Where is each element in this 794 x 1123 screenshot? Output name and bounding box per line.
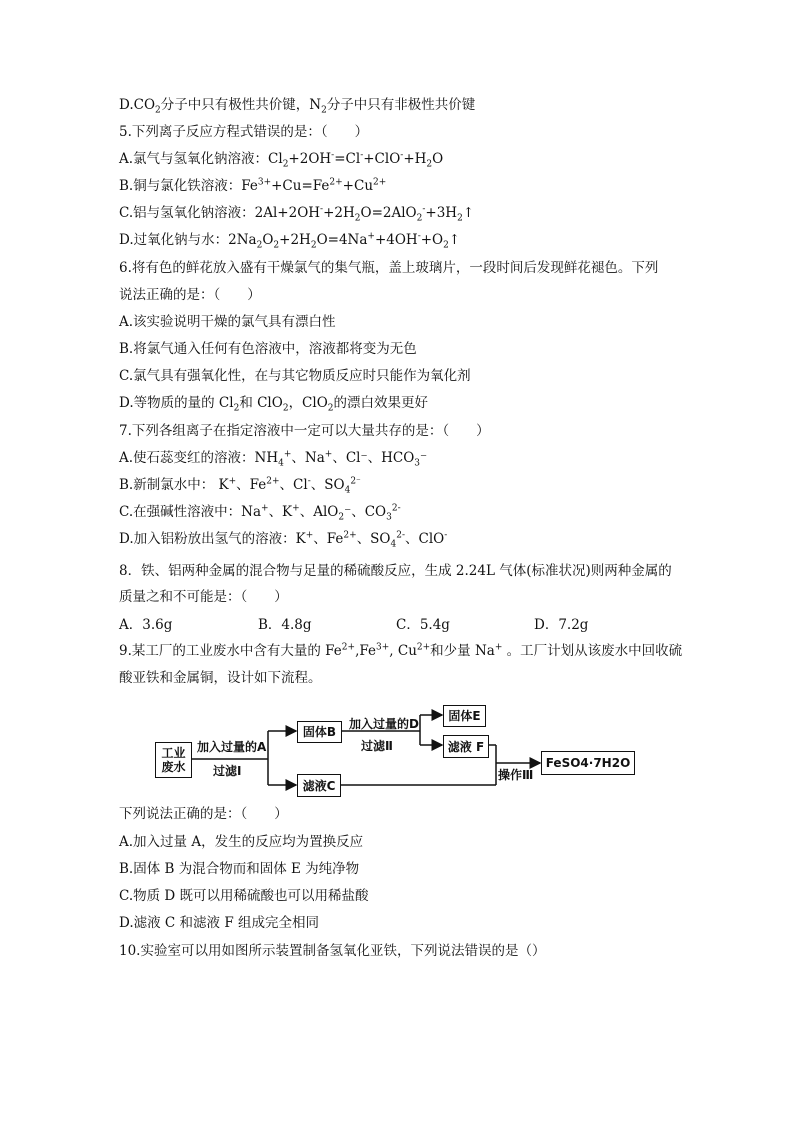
text-segment: 2⁻ — [350, 476, 361, 487]
text-segment: 、Fe — [313, 531, 344, 547]
text-line-q6oc — [119, 367, 471, 385]
text-segment: 2 — [354, 213, 361, 224]
text-segment: 2 — [426, 159, 433, 170]
text-line-q9oa — [119, 833, 363, 851]
text-segment: + — [367, 231, 375, 242]
text-segment: C.铝与氢氧化钠溶液：2Al+2OH — [119, 205, 321, 221]
q8-option-c[interactable]: C．5.4g — [396, 617, 450, 633]
text-segment: 3+ — [257, 177, 272, 188]
filter-2-label: 过滤Ⅱ — [361, 739, 393, 753]
text-segment: 、AlO — [299, 504, 339, 520]
text-segment: ,Fe — [355, 643, 376, 659]
text-segment: 4 — [344, 485, 351, 496]
text-segment: +4OH — [374, 232, 418, 248]
text-line-q6b — [119, 286, 261, 304]
text-segment: 2 — [155, 105, 161, 116]
text-line-q5c — [119, 204, 474, 222]
text-segment: ⁻ — [420, 450, 428, 466]
text-segment: 2+ — [416, 642, 431, 653]
text-segment: 2 — [282, 403, 289, 414]
q8-option-b[interactable]: B．4.8g — [258, 617, 312, 633]
text-segment: 分子中只有非极性共价键 — [326, 97, 476, 113]
text-segment: 2- — [396, 530, 406, 541]
text-segment: 2+ — [329, 177, 343, 188]
text-segment: 2+ — [266, 476, 280, 487]
text-segment: ↑ — [448, 232, 461, 248]
text-segment: +ClO — [363, 151, 401, 167]
text-segment: 和少量 Na — [430, 643, 495, 659]
text-segment: 说法正确的是：（ ） — [119, 287, 261, 303]
text-segment: O — [432, 151, 444, 167]
text-segment: 2 — [282, 159, 289, 170]
text-segment: ⁻、CO — [344, 504, 387, 520]
text-line-q9ob — [119, 860, 359, 878]
text-segment: - — [320, 204, 324, 215]
text-segment: 2 — [273, 240, 280, 251]
text-line-q8b — [119, 588, 288, 606]
text-segment: 10.实验室可以用如图所示装置制备氢氧化亚铁，下列说法错误的是（） — [119, 943, 546, 959]
text-segment: + — [228, 476, 237, 487]
text-segment: C.在强碱性溶液中：Na — [119, 504, 262, 520]
text-segment: - — [417, 231, 421, 242]
text-segment: +2H — [279, 232, 311, 248]
add-d-label: 加入过量的D — [349, 717, 419, 731]
text-segment: C.氯气具有强氧化性，在与其它物质反应时只能作为氧化剂 — [119, 368, 471, 384]
text-segment: - — [422, 204, 426, 215]
text-line-q9b — [119, 669, 322, 687]
text-segment: + — [494, 642, 503, 653]
text-segment: B.固体 B 为混合物而和固体 E 为纯净物 — [119, 861, 360, 877]
text-segment: 2 — [233, 403, 240, 414]
text-segment: O=2AlO — [360, 205, 417, 221]
text-segment: 质量之和不可能是：（ ） — [119, 589, 288, 605]
text-line-q9 — [119, 642, 682, 660]
text-segment: 、K — [268, 504, 293, 520]
text-segment: - — [444, 530, 448, 541]
text-segment: 3 — [386, 512, 392, 523]
text-segment: B.铜与氯化铁溶液：Fe — [119, 178, 258, 194]
text-line-q7a — [119, 449, 427, 467]
text-segment: - — [360, 150, 364, 161]
text-segment: 7.下列各组离子在指定溶液中一定可以大量共存的是：（ ） — [119, 423, 490, 439]
text-segment: 2 — [416, 213, 423, 224]
filter-1-label: 过滤Ⅰ — [213, 764, 242, 778]
text-segment: + — [324, 449, 333, 460]
text-segment: 、SO — [310, 477, 345, 493]
text-segment: A.使石蕊变红的溶液：NH — [119, 450, 279, 466]
text-segment: 和 ClO — [239, 395, 283, 411]
text-segment: ，ClO — [288, 395, 328, 411]
text-segment: +2OH — [288, 151, 332, 167]
text-segment: =Cl — [334, 151, 361, 167]
text-segment: B.将氯气通入任何有色溶液中，溶液都将变为无色 — [119, 341, 417, 357]
text-segment: 2 — [256, 240, 263, 251]
text-segment: 2 — [327, 403, 334, 414]
text-line-q6oa — [119, 313, 336, 331]
text-segment: 2 — [338, 512, 345, 523]
text-segment: +Cu=Fe — [271, 178, 330, 194]
text-segment: 、Cl — [279, 477, 308, 493]
q8-option-a[interactable]: A．3.6g — [119, 617, 173, 633]
text-segment: 、ClO — [405, 531, 445, 547]
text-segment: +3H — [425, 205, 458, 221]
text-segment: 4 — [278, 458, 284, 469]
text-segment: - — [307, 476, 311, 487]
text-segment: B.新制氯水中： K — [119, 477, 229, 493]
product-box: FeSO4·7H2O — [541, 751, 635, 775]
text-segment: +2H — [323, 205, 355, 221]
text-segment: - — [400, 150, 404, 161]
text-segment: 3 — [414, 458, 421, 469]
text-segment: 分子中只有极性共价键，N — [160, 97, 322, 113]
text-line-q6ob — [119, 340, 417, 358]
text-line-q10 — [119, 942, 545, 960]
text-segment: +Cu — [342, 178, 374, 194]
solid-b-box: 固体B — [297, 721, 342, 743]
text-line-q6 — [119, 259, 658, 277]
text-segment: O — [262, 232, 274, 248]
text-segment: O=4Na — [316, 232, 368, 248]
text-segment: D.等物质的量的 Cl — [119, 395, 234, 411]
text-segment: 的漂白效果更好 — [333, 395, 429, 411]
text-segment: A.加入过量 A，发生的反应均为置换反应 — [119, 834, 364, 850]
text-segment: 酸亚铁和金属铜，设计如下流程。 — [119, 670, 322, 686]
text-segment: ↑ — [462, 205, 475, 221]
text-line-q9od — [119, 914, 319, 932]
text-segment: D.CO — [119, 97, 156, 113]
text-segment: 5.下列离子反应方程式错误的是：（ ） — [119, 124, 369, 140]
text-segment: D.滤液 C 和滤液 F 组成完全相同 — [119, 915, 319, 931]
text-segment: + — [261, 503, 269, 514]
text-segment: + — [292, 503, 300, 514]
text-segment: 、Na — [291, 450, 325, 466]
waste-water-box: 工业 废水 — [155, 742, 192, 778]
filtrate-c-box: 滤液C — [297, 774, 341, 797]
text-segment: 2+ — [373, 177, 387, 188]
text-segment: + — [305, 530, 314, 541]
text-segment: 2 — [310, 240, 317, 251]
text-segment: + — [283, 449, 292, 460]
text-line-q5a — [119, 150, 443, 168]
text-segment: 4 — [390, 539, 397, 550]
text-line-q9c — [119, 805, 288, 823]
text-segment: A.氯气与氢氧化钠溶液：Cl — [119, 151, 283, 167]
text-segment: 、SO — [356, 531, 391, 547]
text-segment: 3+ — [376, 642, 390, 653]
filtrate-f-box: 滤液 F — [443, 735, 489, 758]
add-a-label: 加入过量的A — [197, 740, 267, 754]
text-segment: D.加入铝粉放出氢气的溶液：K — [119, 531, 306, 547]
text-line-q5d — [119, 231, 460, 249]
text-line-q5 — [119, 123, 368, 141]
text-line-q6od — [119, 394, 428, 412]
text-line-q7b — [119, 476, 361, 494]
text-segment: , Cu — [389, 643, 417, 659]
text-line-q7 — [119, 422, 490, 440]
text-segment: 8．铁、铝两种金属的混合物与足量的稀硫酸反应，生成 2.24L 气体(标准状况)则两种金属的 — [119, 563, 672, 579]
text-segment: 2 — [457, 213, 463, 224]
solid-e-box: 固体E — [443, 705, 486, 727]
text-segment: 2 — [443, 240, 449, 251]
operation-3-label: 操作Ⅲ — [498, 768, 534, 782]
text-segment: A.该实验说明干燥的氯气具有漂白性 — [119, 314, 336, 330]
text-line-q7d — [119, 530, 447, 548]
text-segment: +O — [420, 232, 444, 248]
text-segment: 2 — [321, 105, 327, 116]
text-segment: D.过氧化钠与水：2Na — [119, 232, 257, 248]
text-segment: - — [331, 150, 335, 161]
text-line-q9oc — [119, 887, 369, 905]
text-segment: 下列说法正确的是：（ ） — [119, 806, 288, 822]
text-segment: 9.某工厂的工业废水中含有大量的 Fe — [119, 643, 342, 659]
text-segment: 2- — [391, 503, 401, 514]
text-segment: 2+ — [343, 530, 357, 541]
text-line-q8 — [119, 562, 672, 580]
text-line-q7c — [119, 503, 401, 521]
text-line-l1 — [119, 96, 475, 114]
text-segment: +H — [403, 151, 427, 167]
text-segment: 、Fe — [236, 477, 267, 493]
text-segment: 、Cl⁻、HCO — [332, 450, 415, 466]
q8-option-d[interactable]: D．7.2g — [534, 617, 589, 633]
text-segment: C.物质 D 既可以用稀硫酸也可以用稀盐酸 — [119, 888, 369, 904]
text-segment: 2+ — [341, 642, 356, 653]
text-line-q5b — [119, 177, 386, 195]
text-segment: 。工厂计划从该废水中回收硫 — [502, 643, 683, 659]
text-segment: 6.将有色的鲜花放入盛有干燥氯气的集气瓶，盖上玻璃片，一段时间后发现鲜花褪色。下列 — [119, 260, 659, 276]
